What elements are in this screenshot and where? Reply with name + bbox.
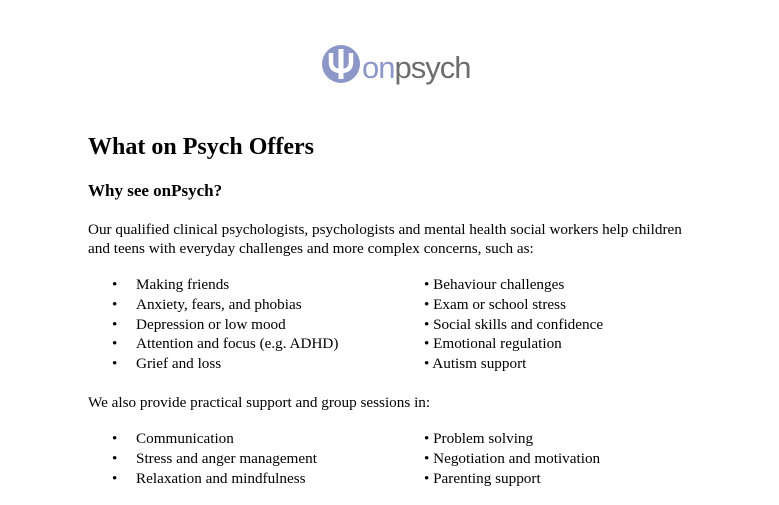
list-item: • Autism support <box>424 355 527 373</box>
list-item: • Emotional regulation <box>424 335 562 353</box>
bullet-icon: • <box>112 469 118 487</box>
list-item: • Behaviour challenges <box>424 276 565 293</box>
list-item: Anxiety, fears, and phobias <box>136 295 302 313</box>
bullet-icon: • <box>112 276 118 293</box>
list-item: Grief and loss <box>136 355 222 373</box>
also-paragraph: We also provide practical support and group sessions in: <box>88 394 431 411</box>
list-item: Stress and anger management <box>136 449 317 467</box>
list-item: Relaxation and mindfulness <box>136 469 306 487</box>
bullet-icon: • <box>112 335 118 353</box>
logo-text-psych: psych <box>394 50 471 85</box>
list-item: Making friends <box>136 276 230 293</box>
onpsych-logo <box>321 44 470 94</box>
list-item: • Social skills and confidence <box>424 315 604 333</box>
bullet-icon: • <box>112 449 118 467</box>
page-title: What on Psych Offers <box>88 134 314 160</box>
logo-wordmark <box>362 52 470 83</box>
bullet-icon: • <box>112 315 118 333</box>
list-item: Communication <box>136 430 234 447</box>
list-item: • Negotiation and motivation <box>424 449 601 467</box>
logo-text-on: on <box>362 50 395 85</box>
psi-logo-icon <box>321 44 361 84</box>
intro-paragraph: Our qualified clinical psychologists, psychologists and mental health social workers help children and teens with everyday challenges and more complex concerns, such as: <box>88 221 682 257</box>
bullet-icon: • <box>112 430 118 447</box>
bullet-icon: • <box>112 355 118 373</box>
list-item: • Problem solving <box>424 430 534 447</box>
bullet-icon: • <box>112 295 118 313</box>
list-item: Depression or low mood <box>136 315 286 333</box>
section-subtitle: Why see onPsych? <box>88 181 223 200</box>
list-item: Attention and focus (e.g. ADHD) <box>136 335 339 353</box>
list-item: • Exam or school stress <box>424 295 566 313</box>
list-item: • Parenting support <box>424 469 541 487</box>
